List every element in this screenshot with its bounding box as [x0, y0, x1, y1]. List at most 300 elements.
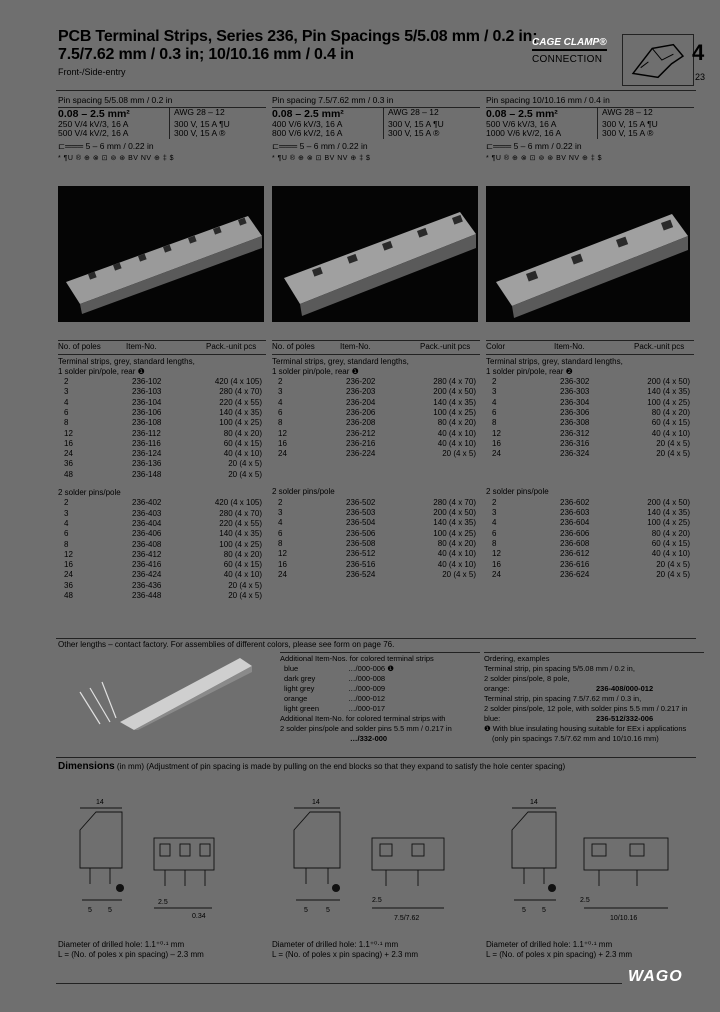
ordering-line: ❶ With blue insulating housing suitable for EEx i applications [484, 724, 687, 733]
wire-range: 0.08 – 2.5 mm² [272, 108, 384, 120]
cell-item-no: 236-448 [132, 591, 162, 601]
cell-poles: 48 [64, 469, 73, 479]
cell-poles: 2 [278, 497, 283, 507]
cell-poles: 8 [278, 538, 283, 548]
lengths-note: Other lengths – contact factory. For assemblies of different colors, please see form on page 76. [58, 640, 395, 649]
ordering-heading: Ordering, examples [484, 654, 550, 663]
cell-item-no: 236-403 [132, 508, 162, 518]
col-poles: No. of poles [58, 342, 101, 351]
ordering-line: (only pin spacings 7.5/7.62 mm and 10/10.16 mm) [492, 734, 659, 743]
cell-poles: 16 [64, 560, 73, 570]
table-row [58, 459, 266, 469]
ordering-line: Terminal strip, pin spacing 5/5.08 mm / 0.2 in, [484, 664, 635, 673]
col-pack: Pack.-unit pcs [420, 342, 471, 351]
cell-poles: 36 [64, 580, 73, 590]
drill-diameter: Diameter of drilled hole: 1.1⁺⁰·¹ mm [58, 940, 185, 949]
cell-poles: 8 [64, 418, 69, 428]
cell-poles: 4 [64, 397, 69, 407]
col-item: Item-No. [126, 342, 157, 351]
cell-item-no: 236-304 [560, 397, 590, 407]
table-row [58, 418, 266, 428]
cell-pack-unit: 20 (4 x 5) [228, 580, 262, 590]
rows-group-1 [486, 377, 694, 459]
cell-pack-unit: 220 (4 x 55) [219, 397, 262, 407]
awg-range: AWG 28 – 12 [602, 106, 653, 117]
cell-pack-unit: 100 (4 x 25) [433, 407, 476, 417]
dim-label: 5 [304, 907, 308, 914]
cell-item-no: 236-604 [560, 518, 590, 528]
rows-group-2 [272, 498, 480, 580]
cell-pack-unit: 280 (4 x 70) [219, 508, 262, 518]
dim-label: 2.5 [580, 897, 590, 904]
dim-label: 5 [88, 907, 92, 914]
cell-poles: 12 [278, 428, 287, 438]
table-row [58, 509, 266, 519]
dims-text: (Adjustment of pin spacing is made by pulling on the end blocks so that they expand to satisfy the hole center spacing) [146, 762, 566, 771]
cell-poles: 12 [278, 549, 287, 559]
rows-group-2 [58, 498, 266, 601]
cell-poles: 2 [278, 377, 283, 387]
cell-item-no: 236-404 [132, 518, 162, 528]
dimension-drawing-10mm [490, 790, 696, 930]
order-table-7-5mm [272, 340, 480, 580]
rows-group-1 [272, 377, 480, 459]
table-row [58, 429, 266, 439]
cell-poles: 3 [492, 387, 497, 397]
cell-item-no: 236-316 [560, 438, 590, 448]
cell-pack-unit: 40 (4 x 10) [651, 428, 690, 438]
cell-poles: 16 [64, 438, 73, 448]
table-row [486, 377, 694, 387]
table-row [58, 560, 266, 570]
cell-pack-unit: 60 (4 x 15) [651, 538, 690, 548]
order-table-5mm [58, 340, 266, 601]
table-row [58, 591, 266, 601]
rating-2: 500 V/4 kV/2, 16 A [58, 129, 170, 139]
table-row [272, 560, 480, 570]
cell-poles: 4 [278, 518, 283, 528]
product-photo-10mm [486, 186, 690, 322]
cell-pack-unit: 80 (4 x 20) [651, 407, 690, 417]
cell-pack-unit: 280 (4 x 70) [433, 497, 476, 507]
color-row [280, 684, 480, 694]
table-row [58, 439, 266, 449]
cell-poles: 6 [278, 407, 283, 417]
cell-pack-unit: 60 (4 x 15) [651, 418, 690, 428]
cell-pack-unit: 100 (4 x 25) [647, 397, 690, 407]
cell-pack-unit: 100 (4 x 25) [219, 418, 262, 428]
cell-item-no: 236-612 [560, 549, 590, 559]
cell-pack-unit: 20 (4 x 5) [656, 449, 690, 459]
cell-poles: 12 [492, 549, 501, 559]
ul-rating-1: 300 V, 15 A ¶U [388, 118, 444, 129]
dim-label: 14 [312, 799, 320, 806]
color-suffix: …/000-012 [348, 694, 386, 703]
cell-pack-unit: 60 (4 x 15) [223, 438, 262, 448]
rating-1: 250 V/4 kV/3, 16 A [58, 120, 170, 130]
awg-range: AWG 28 – 12 [174, 106, 225, 117]
color-suffix: …/000-008 [348, 674, 386, 683]
awg-range: AWG 28 – 12 [388, 106, 439, 117]
cell-pack-unit: 220 (4 x 55) [219, 518, 262, 528]
cell-item-no: 236-108 [132, 418, 162, 428]
cell-pack-unit: 60 (4 x 15) [223, 560, 262, 570]
order-table-10mm [486, 340, 694, 580]
cell-pack-unit: 280 (4 x 70) [219, 387, 262, 397]
strip-length-icon: ⊏═══ [272, 140, 300, 151]
cell-pack-unit: 40 (4 x 10) [437, 549, 476, 559]
cell-pack-unit: 80 (4 x 20) [651, 528, 690, 538]
cell-poles: 8 [278, 418, 283, 428]
cell-item-no: 236-203 [346, 387, 376, 397]
cell-pack-unit: 100 (4 x 25) [433, 528, 476, 538]
table-row [486, 560, 694, 570]
table-row [486, 498, 694, 508]
additional-extra-1: Additional Item-No. for colored terminal strips with [280, 714, 446, 723]
dims-divider [56, 757, 696, 758]
color-name: light green [284, 704, 320, 713]
dim-label: 0.34 [192, 913, 206, 920]
ul-rating-2: 300 V, 15 A ® [388, 128, 440, 138]
section-title: Terminal strips, grey, standard lengths, [272, 356, 409, 366]
table-divider [56, 638, 696, 639]
cell-item-no: 236-204 [346, 397, 376, 407]
col-item: Item-No. [340, 342, 371, 351]
cell-pack-unit: 80 (4 x 20) [437, 538, 476, 548]
footer-rule [56, 983, 622, 984]
table-row [58, 550, 266, 560]
cell-poles: 12 [492, 428, 501, 438]
cell-pack-unit: 40 (4 x 10) [437, 428, 476, 438]
cell-pack-unit: 20 (4 x 5) [656, 569, 690, 579]
cell-pack-unit: 80 (4 x 20) [223, 428, 262, 438]
cell-poles: 24 [492, 449, 501, 459]
table-row [58, 519, 266, 529]
table-row [58, 408, 266, 418]
cell-item-no: 236-602 [560, 497, 590, 507]
cell-poles: 4 [492, 397, 497, 407]
cell-item-no: 236-312 [560, 428, 590, 438]
strip-length: 5 – 6 mm / 0.22 in [513, 140, 582, 151]
cell-pack-unit: 200 (4 x 50) [647, 497, 690, 507]
drill-length: L = (No. of poles x pin spacing) + 2.3 mm [486, 950, 632, 959]
cell-pack-unit: 40 (4 x 10) [223, 449, 262, 459]
table-row [486, 508, 694, 518]
col-poles: No. of poles [272, 342, 315, 351]
table-row [58, 377, 266, 387]
table-row [272, 449, 480, 459]
cell-poles: 4 [278, 397, 283, 407]
cell-item-no: 236-324 [560, 449, 590, 459]
table-row [58, 570, 266, 580]
cell-item-no: 236-606 [560, 528, 590, 538]
table-row [272, 429, 480, 439]
section-subtitle: 1 solder pin/pole, rear ❶ [272, 366, 359, 376]
cell-item-no: 236-208 [346, 418, 376, 428]
table-row [486, 398, 694, 408]
spec-block-5mm [58, 96, 266, 164]
cell-item-no: 236-402 [132, 498, 162, 508]
chapter-number: 4 [692, 40, 705, 65]
table-row [58, 498, 266, 508]
color-suffix: …/000-017 [348, 704, 386, 713]
color-name: light grey [284, 684, 315, 693]
cell-poles: 24 [492, 569, 501, 579]
section-subtitle: 1 solder pin/pole, rear ❶ [58, 366, 145, 376]
ordering-line: Terminal strip, pin spacing 7.5/7.62 mm / 0.3 in, [484, 694, 642, 703]
dim-label: 10/10.16 [610, 915, 638, 922]
table-header [58, 340, 266, 355]
col-item: Item-No. [554, 342, 585, 351]
section-title-2: 2 solder pins/pole [272, 487, 335, 497]
page-subtitle: Front-/Side-entry [58, 67, 126, 77]
ordering-line: orange: [484, 684, 510, 693]
cell-poles: 4 [492, 518, 497, 528]
additional-extra-2: 2 solder pins/pole and solder pins 5.5 mm / 0.217 in [280, 724, 452, 733]
cell-pack-unit: 20 (4 x 5) [442, 569, 476, 579]
spec-block-10mm [486, 96, 694, 164]
spec-heading: Pin spacing 5/5.08 mm / 0.2 in [58, 96, 266, 108]
cell-poles: 12 [64, 428, 73, 438]
cell-pack-unit: 40 (4 x 10) [437, 438, 476, 448]
ordering-item: 236-512/332-006 [596, 714, 654, 723]
cell-item-no: 236-202 [346, 377, 376, 387]
approval-marks: * ¶U ® ⊕ ⊗ ⊡ BV NV ⊕ ‡ $ [272, 155, 371, 162]
table-row [272, 418, 480, 428]
page-title: PCB Terminal Strips, Series 236, Pin Spacings 5/5.08 mm / 0.2 in; 7.5/7.62 mm / 0.3 in; 10/10.16 mm / 0.4 in [58, 28, 538, 63]
cell-poles: 8 [492, 418, 497, 428]
ordering-line: 2 solder pins/pole, 12 pole, with solder pins 5.5 mm / 0.217 in [484, 704, 688, 713]
dimensions-title [58, 761, 698, 772]
cell-item-no: 236-502 [346, 497, 376, 507]
color-name: blue [284, 664, 299, 673]
col-pack: Pack.-unit pcs [206, 342, 257, 351]
approval-marks: * ¶U ® ⊕ ⊗ ⊡ ⊚ ⊛ BV NV ⊕ ‡ $ [58, 155, 175, 162]
dimension-drawing-7-5mm [276, 790, 476, 930]
section-title-2: 2 solder pins/pole [486, 487, 549, 497]
cell-pack-unit: 140 (4 x 35) [433, 397, 476, 407]
cell-poles: 24 [64, 449, 73, 459]
drill-note-10mm [486, 940, 696, 960]
table-row [272, 518, 480, 528]
additional-heading: Additional Item-Nos. for colored terminal strips [280, 654, 434, 663]
table-row [486, 439, 694, 449]
cell-pack-unit: 20 (4 x 5) [656, 438, 690, 448]
dim-label: 5 [522, 907, 526, 914]
cell-poles: 8 [492, 538, 497, 548]
cell-pack-unit: 140 (4 x 35) [647, 508, 690, 518]
additional-item-numbers [280, 652, 480, 744]
header-divider [56, 90, 696, 91]
table-row [272, 549, 480, 559]
cell-item-no: 236-104 [132, 397, 162, 407]
cell-item-no: 236-616 [560, 559, 590, 569]
spec-heading: Pin spacing 10/10.16 mm / 0.4 in [486, 96, 694, 108]
drill-diameter: Diameter of drilled hole: 1.1⁺⁰·¹ mm [486, 940, 613, 949]
col-color: Color [486, 342, 506, 351]
cell-poles: 16 [278, 438, 287, 448]
cell-pack-unit: 420 (4 x 105) [214, 498, 262, 508]
table-row [58, 398, 266, 408]
cell-item-no: 236-306 [560, 407, 590, 417]
rating-2: 1000 V/6 kV/2, 16 A [486, 129, 598, 139]
table-row [486, 529, 694, 539]
cell-item-no: 236-436 [132, 580, 162, 590]
cell-item-no: 236-424 [132, 570, 162, 580]
cell-pack-unit: 420 (4 x 105) [214, 377, 262, 387]
table-row [272, 439, 480, 449]
cell-poles: 24 [64, 570, 73, 580]
page-number: 23 [695, 72, 706, 82]
rating-1: 500 V/6 kV/3, 16 A [486, 120, 598, 130]
dims-unit: (in mm) [116, 762, 145, 771]
ul-rating-2: 300 V, 15 A ® [174, 128, 226, 138]
color-row [280, 704, 480, 714]
cell-pack-unit: 140 (4 x 35) [433, 518, 476, 528]
table-row [58, 470, 266, 480]
clamp-icon [622, 34, 694, 86]
wire-range: 0.08 – 2.5 mm² [58, 108, 170, 120]
rating-1: 400 V/6 kV/3, 16 A [272, 120, 384, 130]
cell-pack-unit: 20 (4 x 5) [228, 591, 262, 601]
table-row [272, 529, 480, 539]
cage-clamp-logo [532, 32, 616, 65]
cell-poles: 24 [278, 449, 287, 459]
cell-pack-unit: 80 (4 x 20) [437, 418, 476, 428]
cell-item-no: 236-302 [560, 377, 590, 387]
cell-item-no: 236-512 [346, 549, 376, 559]
color-suffix: …/000-006 ❶ [348, 664, 394, 673]
table-row [272, 570, 480, 580]
cell-poles: 6 [64, 407, 69, 417]
section-title-2: 2 solder pins/pole [58, 488, 121, 498]
table-row [58, 387, 266, 397]
section-title: Terminal strips, grey, standard lengths, [58, 356, 195, 366]
table-header [272, 340, 480, 355]
cell-poles: 2 [492, 497, 497, 507]
cell-item-no: 236-308 [560, 418, 590, 428]
drill-note-7-5mm [272, 940, 482, 960]
cell-poles: 3 [492, 508, 497, 518]
dim-label: 5 [542, 907, 546, 914]
dim-label: 14 [530, 799, 538, 806]
table-header [486, 340, 694, 355]
table-row [58, 581, 266, 591]
cell-item-no: 236-508 [346, 538, 376, 548]
table-row [272, 377, 480, 387]
cell-poles: 3 [64, 508, 69, 518]
spec-heading: Pin spacing 7.5/7.62 mm / 0.3 in [272, 96, 480, 108]
drill-note-5mm [58, 940, 268, 960]
rows-group-1 [58, 377, 266, 480]
cell-poles: 3 [278, 508, 283, 518]
table-row [272, 398, 480, 408]
cell-item-no: 236-303 [560, 387, 590, 397]
cell-item-no: 236-206 [346, 407, 376, 417]
cell-pack-unit: 140 (4 x 35) [647, 387, 690, 397]
cell-poles: 8 [64, 539, 69, 549]
cell-poles: 16 [492, 438, 501, 448]
cell-poles: 16 [278, 559, 287, 569]
color-suffix: …/000-009 [348, 684, 386, 693]
product-photo-5mm [58, 186, 264, 322]
cell-poles: 2 [64, 498, 69, 508]
ul-rating-2: 300 V, 15 A ® [602, 128, 654, 138]
table-row [272, 508, 480, 518]
ordering-item: 236-408/000-012 [596, 684, 654, 693]
ordering-examples [484, 652, 704, 744]
table-row [272, 387, 480, 397]
table-row [486, 387, 694, 397]
cell-poles: 3 [278, 387, 283, 397]
table-row [486, 449, 694, 459]
cell-pack-unit: 20 (4 x 5) [228, 459, 262, 469]
cell-poles: 2 [492, 377, 497, 387]
strip-length-icon: ⊏═══ [58, 140, 86, 151]
cell-pack-unit: 40 (4 x 10) [651, 549, 690, 559]
wire-range: 0.08 – 2.5 mm² [486, 108, 598, 120]
wago-logo: WAGO [628, 968, 683, 985]
cell-pack-unit: 100 (4 x 25) [647, 518, 690, 528]
strip-length: 5 – 6 mm / 0.22 in [299, 140, 368, 151]
cell-poles: 6 [64, 529, 69, 539]
logo-top-text: CAGE CLAMP® [532, 37, 607, 51]
table-row [272, 498, 480, 508]
spec-block-7-5mm [272, 96, 480, 164]
cell-item-no: 236-416 [132, 560, 162, 570]
cell-pack-unit: 100 (4 x 25) [219, 539, 262, 549]
cell-pack-unit: 200 (4 x 50) [647, 377, 690, 387]
cell-item-no: 236-112 [132, 428, 161, 438]
dim-label: 7.5/7.62 [394, 915, 420, 922]
cell-item-no: 236-624 [560, 569, 590, 579]
cell-item-no: 236-224 [346, 449, 376, 459]
drill-length: L = (No. of poles x pin spacing) + 2.3 mm [272, 950, 418, 959]
cell-pack-unit: 200 (4 x 50) [433, 387, 476, 397]
cell-pack-unit: 280 (4 x 70) [433, 377, 476, 387]
cell-item-no: 236-124 [132, 449, 162, 459]
cell-pack-unit: 20 (4 x 5) [442, 449, 476, 459]
cell-poles: 3 [64, 387, 69, 397]
cell-item-no: 236-216 [346, 438, 376, 448]
cell-item-no: 236-103 [132, 387, 162, 397]
ul-rating-1: 300 V, 15 A ¶U [602, 118, 658, 129]
section-subtitle: 1 solder pin/pole, rear ❷ [486, 366, 573, 376]
color-suffix-list [280, 664, 480, 714]
cell-pack-unit: 40 (4 x 10) [437, 559, 476, 569]
cell-item-no: 236-506 [346, 528, 376, 538]
cell-item-no: 236-412 [132, 549, 162, 559]
cell-poles: 24 [278, 569, 287, 579]
approval-marks: * ¶U ® ⊕ ⊗ ⊡ ⊚ ⊛ BV NV ⊕ ‡ $ [486, 155, 603, 162]
cell-pack-unit: 20 (4 x 5) [656, 559, 690, 569]
color-name: dark grey [284, 674, 316, 683]
ordering-line: 2 solder pins/pole, 8 pole, [484, 674, 570, 683]
cell-pack-unit: 140 (4 x 35) [219, 407, 262, 417]
cell-item-no: 236-116 [132, 438, 161, 448]
table-row [58, 529, 266, 539]
cell-item-no: 236-603 [560, 508, 590, 518]
strip-length: 5 – 6 mm / 0.22 in [85, 140, 154, 151]
cell-poles: 48 [64, 591, 73, 601]
rows-group-2 [486, 498, 694, 580]
cell-poles: 6 [492, 407, 497, 417]
table-row [486, 518, 694, 528]
logo-bottom-text: CONNECTION [532, 54, 603, 65]
cell-poles: 4 [64, 518, 69, 528]
rating-2: 800 V/6 kV/2, 16 A [272, 129, 384, 139]
cell-pack-unit: 20 (4 x 5) [228, 469, 262, 479]
